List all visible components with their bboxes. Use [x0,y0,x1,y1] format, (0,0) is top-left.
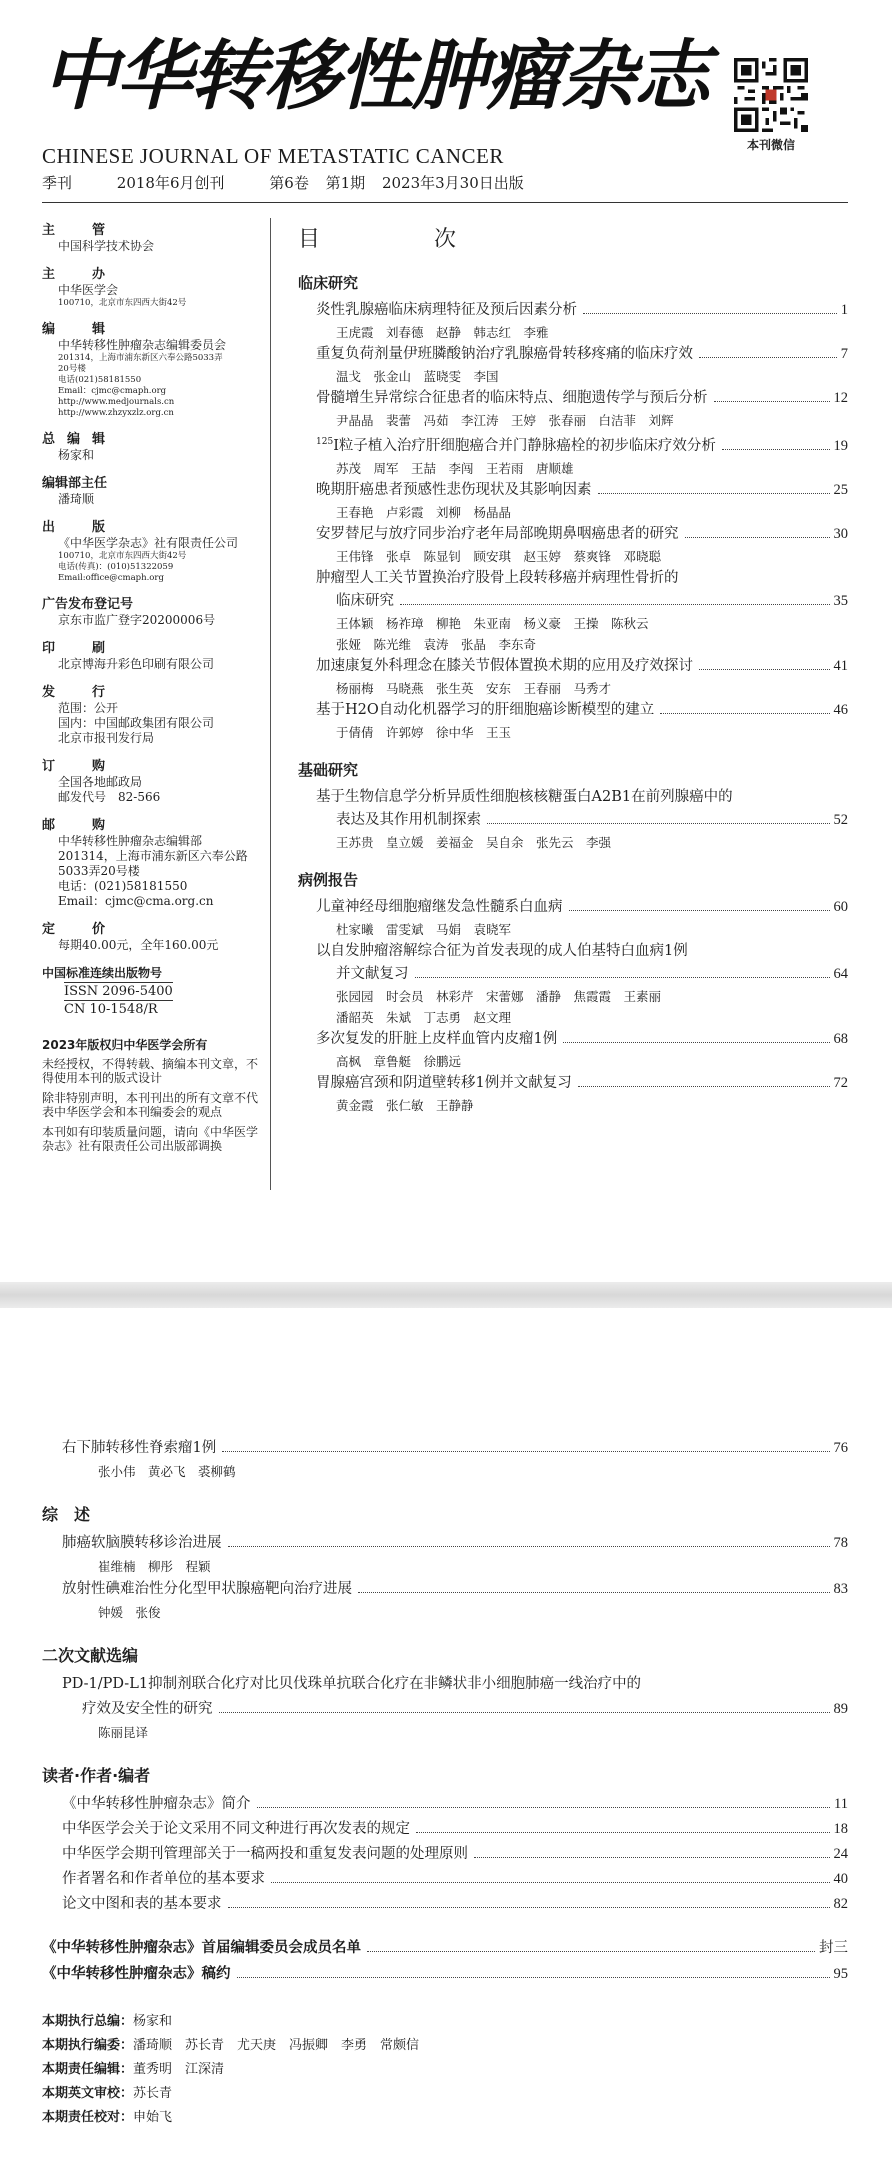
masthead-info-detail: 100710，北京市东四西大街42号 [58,551,187,561]
toc-entry-title: 疗效及安全性的研究 [82,1701,213,1717]
publish-date: 2023年3月30日出版 [381,174,524,192]
dot-leader [400,604,830,605]
toc-entry-title: 放射性碘难治性分化型甲状腺癌靶向治疗进展 [62,1581,352,1597]
toc-entry-line [316,343,848,366]
staff-names: 申始飞 [133,2110,173,2125]
toc-entry-title: 右下肺转移性脊索瘤1例 [62,1440,217,1456]
founded-date: 2018年6月创刊 [116,174,225,192]
toc-entry-line [62,1842,848,1867]
masthead-info-item [42,817,264,909]
toc-entry-line [316,963,848,986]
toc-notice-title: 《中华转移性肿瘤杂志》稿约 [42,1966,231,1982]
toc-entry-authors: 崔维楠 柳彤 程颖 [98,1559,211,1574]
toc-entry-authors: 于倩倩 许郭婷 徐中华 王玉 [336,724,512,740]
masthead-info-value: 《中华医学杂志》社有限责任公司 [58,536,239,550]
staff-role: 本期责任校对： [42,2110,134,2125]
toc-entry-line [316,523,848,546]
page-number: 46 [833,701,848,718]
staff-names: 董秀明 江深清 [133,2062,225,2077]
page-number: 89 [833,1701,848,1717]
toc-entry [42,1531,848,1577]
toc-entry-authors: 温戈 张金山 蓝晓雯 李国 [336,369,499,384]
masthead-info-item [42,321,264,419]
toc-entry [42,1672,848,1743]
staff-names: 杨家和 [133,2014,173,2029]
masthead-info-detail: Email：cjmc@cmaph.org [58,386,167,396]
dot-leader [257,1807,831,1808]
issn-number: ISSN 2096-5400 [64,984,173,999]
masthead-info-detail: http://www.medjournals.cn [58,397,175,407]
toc-entry [42,1817,848,1842]
staff-row [42,2034,848,2058]
toc-entry [298,299,848,343]
toc-entry-title: 骨髓增生异常综合征患者的临床特点、细胞遗传学与预后分析 [316,390,708,406]
toc-entry-line [316,1072,848,1095]
masthead-info-value: 范围：公开 [58,701,119,715]
dot-leader [228,1907,830,1908]
journal-english-title: CHINESE JOURNAL OF METASTATIC CANCER [42,144,504,168]
dot-leader [563,1042,829,1043]
page-number: 35 [833,592,848,609]
masthead-info-item [42,222,264,254]
page-separator [0,1282,892,1308]
dot-leader [219,1712,830,1713]
masthead-info-value: 北京博海升彩色印刷有限公司 [58,657,215,671]
masthead-info-item [42,640,264,672]
toc-entry-title: 表达及其作用机制探索 [336,811,481,828]
toc-entry-authors: 陈丽昆译 [98,1725,149,1740]
toc-entry-title: 以自发肿瘤溶解综合征为首发表现的成人伯基特白血病1例 [316,942,688,959]
masthead-info-key: 出 版 [42,520,118,535]
staff-role: 本期责任编辑： [42,2062,134,2077]
table-of-contents-continued [42,1436,848,1987]
dot-leader [699,357,837,358]
masthead-info-detail: 电话(021)58181550 [58,375,142,385]
page-number: 封三 [819,1940,848,1956]
toc-entry-authors: 王春艳 卢彩霞 刘柳 杨晶晶 [336,504,512,520]
page-number: 68 [833,1030,848,1047]
toc-entry-title: 加速康复外科理念在膝关节假体置换术期的应用及疗效探讨 [316,657,693,674]
page-number: 52 [833,811,848,828]
toc-entry-line [62,1577,848,1602]
masthead-info-value: 中华转移性肿瘤杂志编辑委员会 [58,338,227,352]
masthead-info-key: 主 管 [42,223,118,238]
toc-section-heading: 读者·作者·编者 [42,1766,151,1785]
journal-page-contents-continued [0,1308,892,2165]
page-number: 24 [833,1846,848,1862]
toc-entry [42,1867,848,1892]
masthead-info-detail: 100710，北京市东四西大街42号 [58,298,187,308]
masthead-info-key: 发 行 [42,685,118,700]
toc-entry-line [316,655,848,678]
dot-leader [583,313,837,314]
masthead-info-value: Email：cjmc@cma.org.cn [58,894,214,908]
toc-section-heading: 综 述 [42,1505,91,1524]
masthead-info-key: 印 刷 [42,641,118,656]
dot-leader [367,1951,815,1952]
toc-section-heading: 病例报告 [298,870,359,889]
toc-entry-title: 中华医学会关于论文采用不同文种进行再次发表的规定 [62,1821,410,1837]
toc-entry-line [316,896,848,919]
masthead-info-column [42,222,264,1159]
toc-entry [298,699,848,743]
masthead-info-item [42,596,264,628]
masthead-info-item [42,266,264,309]
toc-entry-title: 中华医学会期刊管理部关于一稿两投和重复发表问题的处理原则 [62,1846,468,1862]
toc-notice-title: 《中华转移性肿瘤杂志》首届编辑委员会成员名单 [42,1940,361,1956]
copyright-note: 本刊如有印装质量问题，请向《中华医学杂志》社有限责任公司出版部调换 [42,1125,259,1153]
masthead-info-detail: Email:office@cmaph.org [58,573,164,583]
toc-entry-title: 基于生物信息学分析异质性细胞核核糖蛋白A2B1在前列腺癌中的 [316,788,733,805]
toc-entry-authors: 钟媛 张俊 [98,1605,161,1620]
page-number: 25 [833,481,848,498]
toc-entry-title: 儿童神经母细胞瘤继发急性髓系白血病 [316,898,563,915]
staff-row [42,2082,848,2106]
isotope-superscript: 125 [316,437,334,447]
page-number: 83 [833,1581,848,1597]
dot-leader [598,493,830,494]
toc-entry-line [62,1867,848,1892]
masthead-info-key: 定 价 [42,922,118,937]
masthead-info-value: 邮发代号 82-566 [58,790,161,804]
toc-entry-title: PD-1/PD-L1抑制剂联合化疗对比贝伐珠单抗联合化疗在非鳞状非小细胞肺癌一线治疗中的 [62,1676,642,1692]
toc-entry-authors: 高枫 章鲁艇 徐鹏远 [336,1053,462,1069]
page-number: 11 [834,1796,848,1812]
masthead-info-value: 中国科学技术协会 [58,239,155,253]
journal-masthead-title: 中华转移性肿瘤杂志 [42,31,708,120]
page-number: 72 [833,1074,848,1091]
staff-role: 本期执行总编： [42,2014,134,2029]
masthead-info-key: 编 辑 [42,322,118,337]
toc-entry [298,655,848,699]
toc-entry-line [62,1817,848,1842]
toc-section-heading: 临床研究 [298,274,359,292]
masthead-info-value: 杨家和 [58,448,95,462]
toc-entry [298,1028,848,1072]
toc-entry-title: 论文中图和表的基本要求 [62,1896,222,1912]
toc-section-heading: 基础研究 [298,760,359,779]
staff-row [42,2106,848,2130]
dot-leader [416,1832,830,1833]
toc-entry-title: 肺癌软脑膜转移诊治进展 [62,1535,222,1551]
masthead-info-key: 总编辑 [42,432,118,447]
dot-leader [487,823,830,824]
page-number: 1 [840,302,848,318]
cn-number: CN 10-1548/R [64,1002,158,1017]
copyright-heading: 2023年版权归中华医学会所有 [42,1038,208,1052]
masthead-info-item [42,519,264,584]
column-divider [270,218,271,1190]
toc-entry-authors: 杨丽梅 马晓燕 张生英 安东 王春丽 马秀才 [336,680,612,696]
toc-entry-line [316,809,848,832]
toc-entry-line [62,1792,848,1817]
masthead-info-item [42,475,264,507]
staff-role: 本期执行编委： [42,2038,134,2053]
masthead-info-key: 主 办 [42,267,118,282]
dot-leader [415,977,830,978]
masthead-info-item [42,684,264,746]
header-divider [42,202,848,203]
toc-entry-authors: 杜家曦 雷雯斌 马娟 袁晓军 [336,921,512,937]
masthead-info-key: 编辑部主任 [42,476,108,491]
masthead-info-value: 国内：中国邮政集团有限公司 [58,716,215,730]
masthead-info-detail: 电话(传真)：(010)51322059 [58,562,174,572]
toc-entry-title: 炎性乳腺癌临床病理特征及预后因素分析 [316,302,577,318]
toc-notice-line [42,1935,848,1961]
toc-entry [298,567,848,655]
toc-entry-title: 多次复发的肝脏上皮样血管内皮瘤1例 [316,1030,558,1047]
masthead-info-value: 京东市监广登字20200006号 [58,613,216,627]
toc-entry [42,1792,848,1817]
toc-entry-title: 并文献复习 [336,965,409,982]
toc-entry-authors: 尹晶晶 裴蕾 冯茹 李江涛 王婷 张春丽 白洁菲 刘辉 [336,413,674,428]
toc-entry-title: 安罗替尼与放疗同步治疗老年局部晚期鼻咽癌患者的研究 [316,525,679,542]
toc-entry [298,479,848,523]
page-number: 19 [833,437,848,454]
toc-entry-line [316,387,848,410]
page-number: 40 [833,1871,848,1887]
toc-entry-authors: 潘韶英 朱斌 丁志勇 赵文理 [336,1009,512,1025]
masthead-info-value: 中华转移性肿瘤杂志编辑部 [58,834,203,848]
toc-entry-line [62,1697,848,1722]
dot-leader [569,910,830,911]
page-number: 18 [833,1821,848,1837]
toc-entry-line [316,431,848,458]
copyright-note: 除非特别声明，本刊刊出的所有文章不代表中华医学会和本刊编委会的观点 [42,1091,259,1119]
staff-role: 本期英文审校： [42,2086,134,2101]
masthead-info-detail: http://www.zhzyxzlz.org.cn [58,408,174,418]
page-number: 12 [833,390,848,406]
masthead-info-key: 邮 购 [42,818,118,833]
toc-entry [298,431,848,479]
toc-entry-line [62,1436,848,1461]
toc-entry-authors: 王苏贵 皇立媛 姜福金 吴自余 张先云 李强 [336,834,612,850]
toc-entry-title: 胃腺癌宫颈和阴道壁转移1例并文献复习 [316,1074,572,1091]
toc-entry-title: 基于H2O自动化机器学习的肝细胞癌诊断模型的建立 [316,701,655,718]
masthead-info-value: 每期40.00元，全年160.00元 [58,938,219,952]
toc-entry-line [316,699,848,722]
issue-number: 第1期 [325,174,366,192]
masthead-info-value: 电话：(021)58181550 [58,879,188,893]
copyright-block [42,1036,264,1153]
staff-row [42,2058,848,2082]
dot-leader [722,449,830,450]
toc-entry-authors: 张娅 陈光维 袁涛 张晶 李东奇 [336,636,537,652]
masthead-info-item [42,758,264,805]
toc-entry-line [316,299,848,322]
masthead-info-detail: 201314，上海市浦东新区六奉公路5033弄 [58,353,223,363]
masthead-info-value: 201314，上海市浦东新区六奉公路 [58,849,248,863]
dot-leader [237,1977,830,1978]
toc-entry [42,1892,848,1917]
toc-entry-title: 肿瘤型人工关节置换治疗股骨上段转移癌并病理性骨折的 [316,569,679,586]
page-number: 78 [833,1535,848,1551]
copyright-note: 未经授权，不得转载、摘编本刊文章，不得使用本刊的版式设计 [42,1057,259,1085]
frequency: 季刊 [42,174,73,192]
masthead-info-value: 中华医学会 [58,283,119,297]
toc-entry-authors: 张小伟 黄必飞 裘柳鹤 [98,1464,236,1479]
toc-entry-line [316,1028,848,1051]
page-number: 76 [833,1440,848,1456]
dot-leader [474,1857,830,1858]
toc-entry [298,896,848,940]
page-number: 82 [833,1896,848,1912]
qr-code-label: 本刊微信 [746,138,795,152]
masthead-info-item [42,921,264,953]
page-number: 7 [840,346,848,362]
toc-entry-authors: 黄金霞 张仁敏 王静静 [336,1097,474,1113]
page-number: 95 [833,1966,848,1982]
masthead-info-item [42,431,264,463]
toc-entry [298,387,848,431]
toc-entry [298,1072,848,1116]
toc-section-heading: 二次文献选编 [42,1646,139,1665]
toc-entry [42,1436,848,1482]
toc-entry [42,1577,848,1623]
toc-entry-title: 临床研究 [336,592,394,609]
dot-leader [685,537,830,538]
masthead-info-key: 广告发布登记号 [42,597,134,612]
dot-leader [578,1086,830,1087]
dot-leader [358,1592,830,1593]
issue-info-line [42,172,564,193]
toc-entry-line [62,1531,848,1556]
toc-entry-line [316,479,848,502]
toc-entry-title: $^{125}$I粒子植入治疗肝细胞癌合并门静脉癌栓的初步临床疗效分析 [316,437,716,454]
staff-names: 潘琦顺 苏长青 尤天庚 冯振卿 李勇 常颇信 [133,2038,420,2053]
staff-names: 苏长青 [133,2086,173,2101]
toc-entry-line [316,590,848,613]
masthead-info-value: 5033弄20号楼 [58,864,140,878]
toc-notice-line [42,1961,848,1987]
masthead-info-key: 订 购 [42,759,118,774]
toc-entry [298,523,848,567]
toc-entry [298,786,848,853]
dot-leader [271,1882,830,1883]
page-number: 41 [833,657,848,674]
toc-entry-authors: 王体颖 杨祚璋 柳艳 朱亚南 杨义豪 王操 陈秋云 [336,615,649,631]
toc-entry-title: 作者署名和作者单位的基本要求 [62,1871,265,1887]
toc-entry-title: 重复负荷剂量伊班膦酸钠治疗乳腺癌骨转移疼痛的临床疗效 [316,346,693,362]
masthead-info-value: 北京市报刊发行局 [58,731,155,745]
toc-entry-authors: 王伟锋 张卓 陈显钊 顾安琪 赵玉婷 蔡爽锋 邓晓聪 [336,548,662,564]
dot-leader [660,713,829,714]
table-of-contents [298,268,848,1116]
toc-entry-title: 晚期肝癌患者预感性悲伤现状及其影响因素 [316,481,592,498]
toc-entry-authors: 张园园 时会员 林彩芹 宋蕾娜 潘静 焦霞霞 王素丽 [336,988,662,1004]
staff-row [42,2010,848,2034]
toc-entry [298,940,848,1028]
dot-leader [714,401,830,402]
toc-entry [42,1842,848,1867]
standard-number-heading: 中国标准连续出版物号 [42,966,163,980]
page-number: 60 [833,898,848,915]
contents-title: 目 次 [298,227,503,252]
page-number: 30 [833,525,848,542]
dot-leader [222,1451,829,1452]
masthead-info-detail: 20号楼 [58,364,86,374]
dot-leader [699,669,830,670]
standard-number-block [42,965,264,1018]
toc-notice-entries [42,1935,848,1987]
masthead-info-value: 潘琦顺 [58,492,95,506]
toc-entry [298,343,848,387]
volume: 第6卷 [269,174,309,192]
toc-entry-line [62,1892,848,1917]
issue-staff-list [42,2010,848,2130]
masthead-info-value: 全国各地邮政局 [58,775,143,789]
page-number: 64 [833,965,848,982]
qr-code-icon [734,58,808,132]
dot-leader [228,1546,830,1547]
toc-entry-authors: 苏茂 周军 王喆 李闯 王若雨 唐顺雄 [336,460,574,476]
toc-entry-authors: 王虎霞 刘春德 赵静 韩志红 李雅 [336,325,549,340]
toc-entry-title: 《中华转移性肿瘤杂志》简介 [62,1796,251,1812]
